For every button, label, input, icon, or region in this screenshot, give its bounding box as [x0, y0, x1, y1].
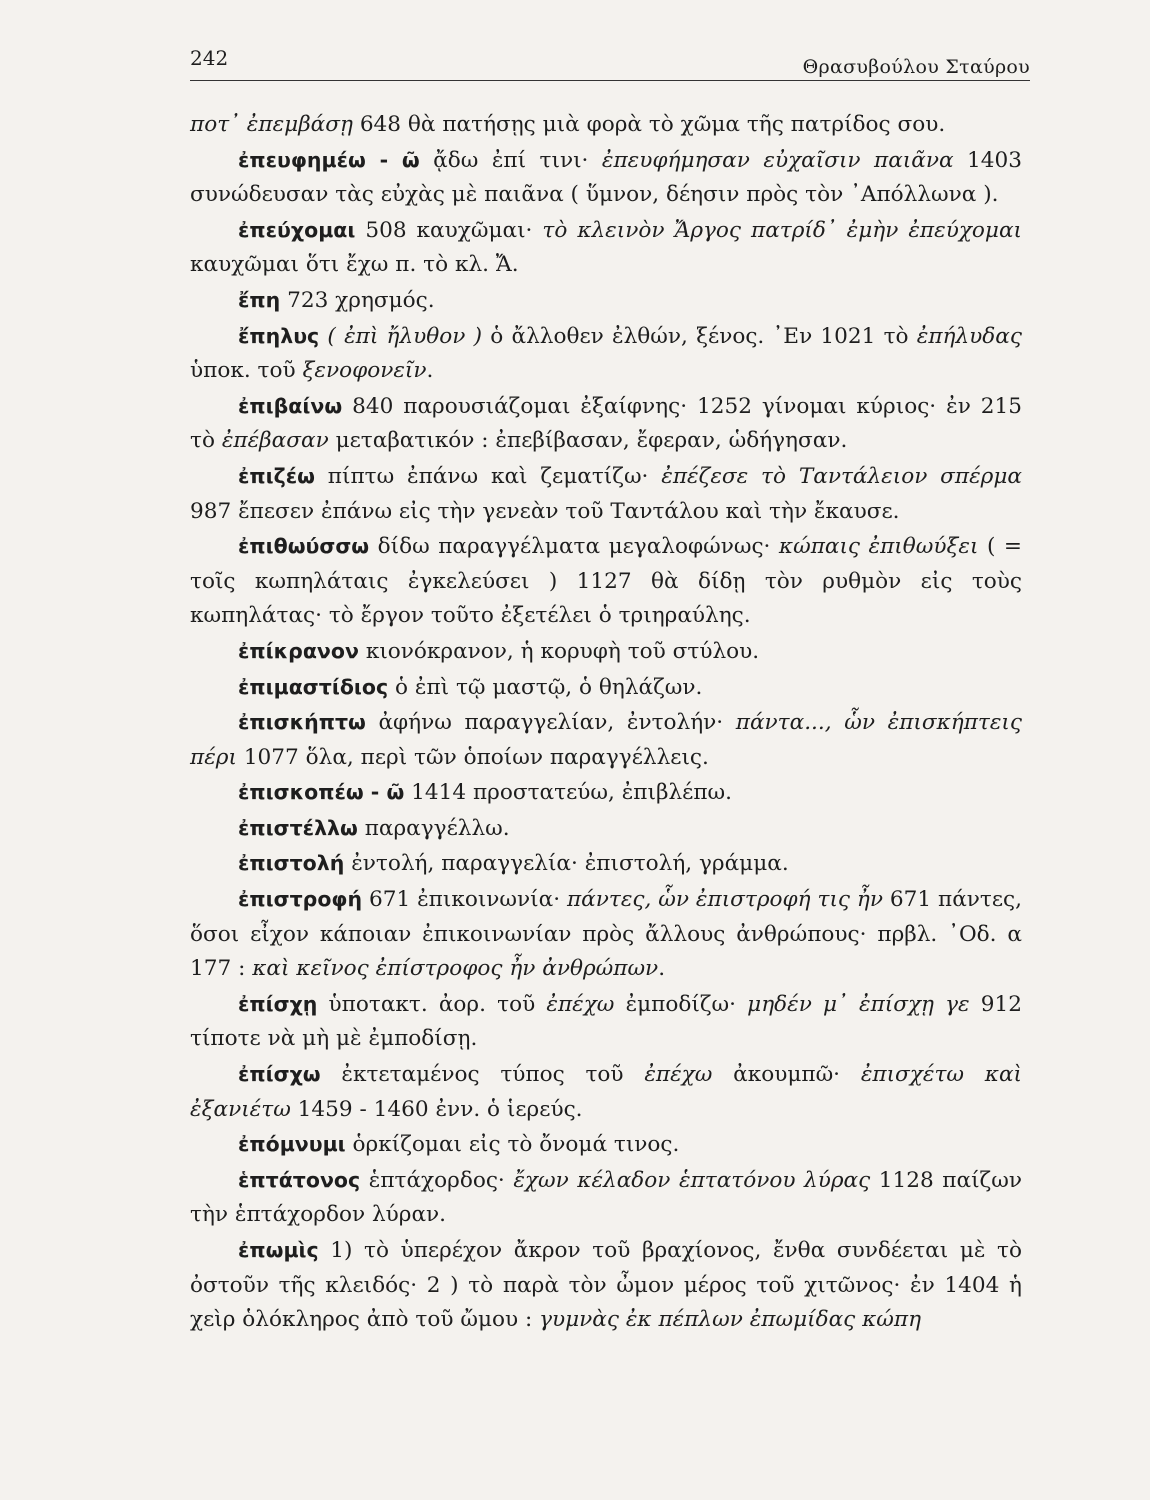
entry-text: 1077 ὅλα, περὶ τῶν ὁποίων παραγγέλλεις.	[236, 744, 709, 770]
entry-text: ὁ ἄλλοθεν ἐλθών, ξένος. ᾿Εν 1021 τὸ	[482, 323, 917, 349]
quotation-italic: ἔχων κέλαδον ἑπτατόνου λύρας	[513, 1167, 871, 1193]
dictionary-entry	[190, 143, 1022, 213]
entry-text: ὑποτακτ. ἀορ. τοῦ	[317, 991, 547, 1017]
quotation-italic: μηδέν μ᾿ ἐπίσχῃ γε	[747, 991, 970, 1017]
quotation-italic: ἐπέχω	[644, 1062, 713, 1088]
entry-text: ὁ ἐπὶ τῷ μαστῷ, ὁ θηλάζων.	[388, 674, 703, 700]
entry-text: ( = τοῖς κωπηλάταις ἐγκελεύσει ) 1127 θὰ δίδῃ τὸν ρυθμὸν εἰς τοὺς κωπηλάτας· τὸ ἔργον τοῦτο ἐξετέλει ὁ τριηραύλης.	[190, 534, 1023, 629]
quotation-italic: ἐπέχω	[546, 991, 615, 1017]
entry-headword: ἐπεύχομαι	[238, 217, 356, 242]
dictionary-entry	[190, 1233, 1022, 1338]
entry-headword: ἐπόμνυμι	[238, 1132, 346, 1157]
dictionary-entry	[190, 1057, 1022, 1127]
dictionary-entry	[190, 1163, 1022, 1233]
dictionary-entry	[190, 213, 1022, 283]
running-head: Θρασυβούλου Σταύρου	[802, 56, 1030, 78]
entry-headword: ἐπίκρανον	[238, 638, 359, 663]
entry-text: ἐμποδίζω·	[614, 991, 748, 1017]
dictionary-body	[190, 108, 1022, 1338]
entry-text: 1414 προστατεύω, ἐπιβλέπω.	[404, 780, 732, 806]
entry-text: καυχῶμαι ὅτι ἔχω π. τὸ κλ. Ἄ.	[190, 252, 519, 278]
entry-text: ἀφήνω παραγγελίαν, ἐντολήν·	[365, 710, 736, 736]
quotation-italic: ἐπέβασαν	[221, 428, 329, 454]
entry-headword: ἔπη	[238, 287, 281, 312]
entry-headword: ἐπιζέω	[238, 463, 315, 488]
quotation-italic: ἐπισχέτω καὶ ἐξανιέτω	[190, 1062, 1022, 1122]
entry-text: ὑποκ. τοῦ	[190, 358, 303, 384]
quotation-italic: κώπαις ἐπιθωύξει	[778, 534, 979, 560]
quotation-italic: ξενοφονεῖν	[302, 358, 427, 384]
entry-text: κιονόκρανον, ἡ κορυφὴ τοῦ στύλου.	[358, 638, 760, 664]
page-number: 242	[190, 46, 229, 70]
dictionary-entry	[190, 283, 1022, 319]
quotation-italic: ἐπευφήμησαν εὐχαῖσιν παιᾶνα	[601, 147, 954, 173]
quotation-italic: πάντες, ὧν ἐπιστροφή τις ἦν	[566, 887, 883, 913]
entry-headword: ἐπιστροφή	[238, 887, 363, 912]
entry-headword: ἐπευφημέω - ῶ	[238, 147, 420, 172]
entry-headword: ἐπιστέλλω	[238, 815, 358, 840]
dictionary-entry	[190, 634, 1022, 670]
entry-text: ἀκουμπῶ·	[712, 1062, 861, 1088]
entry-headword: ἐπιβαίνω	[238, 393, 343, 418]
dictionary-entry	[190, 670, 1022, 706]
entry-headword: ἐπίσχω	[238, 1062, 321, 1087]
entry-headword: ἐπισκήπτω	[238, 710, 366, 735]
entry-text: 671 ἐπικοινωνία·	[362, 887, 567, 913]
entry-text: 840 παρουσιάζομαι ἐξαίφνης· 1252 γίνομαι κύριος· ἐν 215 τὸ	[190, 393, 1022, 454]
dictionary-entry	[190, 811, 1022, 847]
entry-text: πίπτω ἐπάνω καὶ ζεματίζω·	[314, 463, 662, 489]
entry-text: 648 θὰ πατήσῃς μιὰ φορὰ τὸ χῶμα τῆς πατρίδος σου.	[352, 112, 946, 137]
entry-text: ᾄδω ἐπί τινι·	[419, 147, 602, 173]
dictionary-entry	[190, 529, 1022, 634]
entry-text: 1128 παίζων τὴν ἑπτάχορδον λύραν.	[190, 1167, 1022, 1228]
entry-headword: ἐπιστολή	[238, 851, 345, 876]
entry-headword: ἐπισκοπέω - ῶ	[238, 780, 405, 805]
entry-text: δίδω παραγγέλματα μεγαλοφώνως·	[369, 534, 779, 560]
continued-entry	[190, 108, 1022, 143]
entry-headword: ἐπιμαστίδιος	[238, 674, 389, 699]
entry-text: ἐκτεταμένος τύπος τοῦ	[320, 1062, 645, 1088]
entry-headword: ἑπτάτονος	[238, 1167, 361, 1192]
entry-text: 987 ἔπεσεν ἐπάνω εἰς τὴν γενεὰν τοῦ Ταντάλου καὶ τὴν ἔκαυσε.	[190, 498, 900, 524]
entry-headword: ἐπιθωύσσω	[238, 534, 370, 559]
entry-text: .	[426, 358, 434, 384]
entry-text: 912 τίποτε νὰ μὴ μὲ ἐμποδίσῃ.	[190, 991, 1022, 1052]
quotation-italic: ἐπήλυδας	[916, 323, 1022, 349]
entry-text: ἐντολή, παραγγελία· ἐπιστολή, γράμμα.	[344, 851, 789, 877]
quotation-italic: τὸ κλεινὸν Ἄργος πατρίδ᾿ ἐμὴν ἐπεύχομαι	[542, 217, 1022, 243]
quotation-italic: ἐπέζεσε τὸ Ταντάλειον σπέρμα	[661, 463, 1022, 489]
quotation-italic: πάντα..., ὧν ἐπισκήπτεις πέρι	[190, 710, 1022, 770]
entry-text: 1459 - 1460 ἐνν. ὁ ἱερεύς.	[290, 1096, 583, 1122]
dictionary-entry	[190, 459, 1022, 529]
dictionary-entry	[190, 775, 1022, 811]
entry-headword: ἐπίσχῃ	[238, 991, 318, 1016]
entry-headword: ἐπωμὶς	[238, 1238, 319, 1262]
entry-text: 723 χρησμός.	[280, 287, 435, 313]
quotation-italic: γυμνὰς ἐκ πέπλων ἐπωμίδας κώπη	[539, 1307, 922, 1333]
quotation-italic: ( ἐπὶ ἤλυθον )	[319, 323, 483, 349]
entry-text: παραγγέλλω.	[357, 815, 510, 841]
entry-headword: ἔπηλυς	[238, 323, 320, 348]
page-header	[190, 40, 1030, 81]
dictionary-entry	[190, 705, 1022, 775]
entry-text: 1) τὸ ὑπερέχον ἄκρον τοῦ βραχίονος, ἔνθα συνδέεται μὲ τὸ ὀστοῦν τῆς κλειδός· 2 ) τὸ παρὰ τὸν ὦμον μέρος τοῦ χιτῶνος· ἐν 1404 ἡ χεὶρ ὁλόκληρος ἀπὸ τοῦ ὤμου :	[190, 1238, 1022, 1333]
dictionary-entry	[190, 319, 1022, 389]
entry-text: μεταβατικόν : ἐπεβίβασαν, ἔφεραν, ὡδήγησαν.	[328, 428, 848, 454]
quotation-italic: καὶ κεῖνος ἐπίστροφος ἦν ἀνθρώπων	[252, 956, 659, 982]
entry-text: .	[658, 956, 666, 982]
dictionary-entry	[190, 1127, 1022, 1163]
entry-text: ἑπτάχορδος·	[360, 1167, 514, 1193]
entry-text: 508 καυχῶμαι·	[355, 217, 543, 243]
entry-text: 671 πάντες, ὅσοι εἶχον κάποιαν ἐπικοινωνίαν πρὸς ἄλλους ἀνθρώπους· πρβλ. ᾿Οδ. α 177 :	[190, 887, 1023, 982]
entry-text: 1403 συνώδευσαν τὰς εὐχὰς μὲ παιᾶνα ( ὕμνον, δέησιν πρὸς τὸν ᾿Απόλλωνα ).	[190, 147, 1022, 208]
quotation-italic: ποτ᾿ ἐπεμβάσῃ	[190, 112, 353, 137]
dictionary-entry	[190, 987, 1022, 1057]
dictionary-entry	[190, 389, 1022, 459]
dictionary-entry	[190, 846, 1022, 882]
dictionary-entry	[190, 882, 1022, 987]
entry-text: ὁρκίζομαι εἰς τὸ ὄνομά τινος.	[345, 1132, 680, 1158]
